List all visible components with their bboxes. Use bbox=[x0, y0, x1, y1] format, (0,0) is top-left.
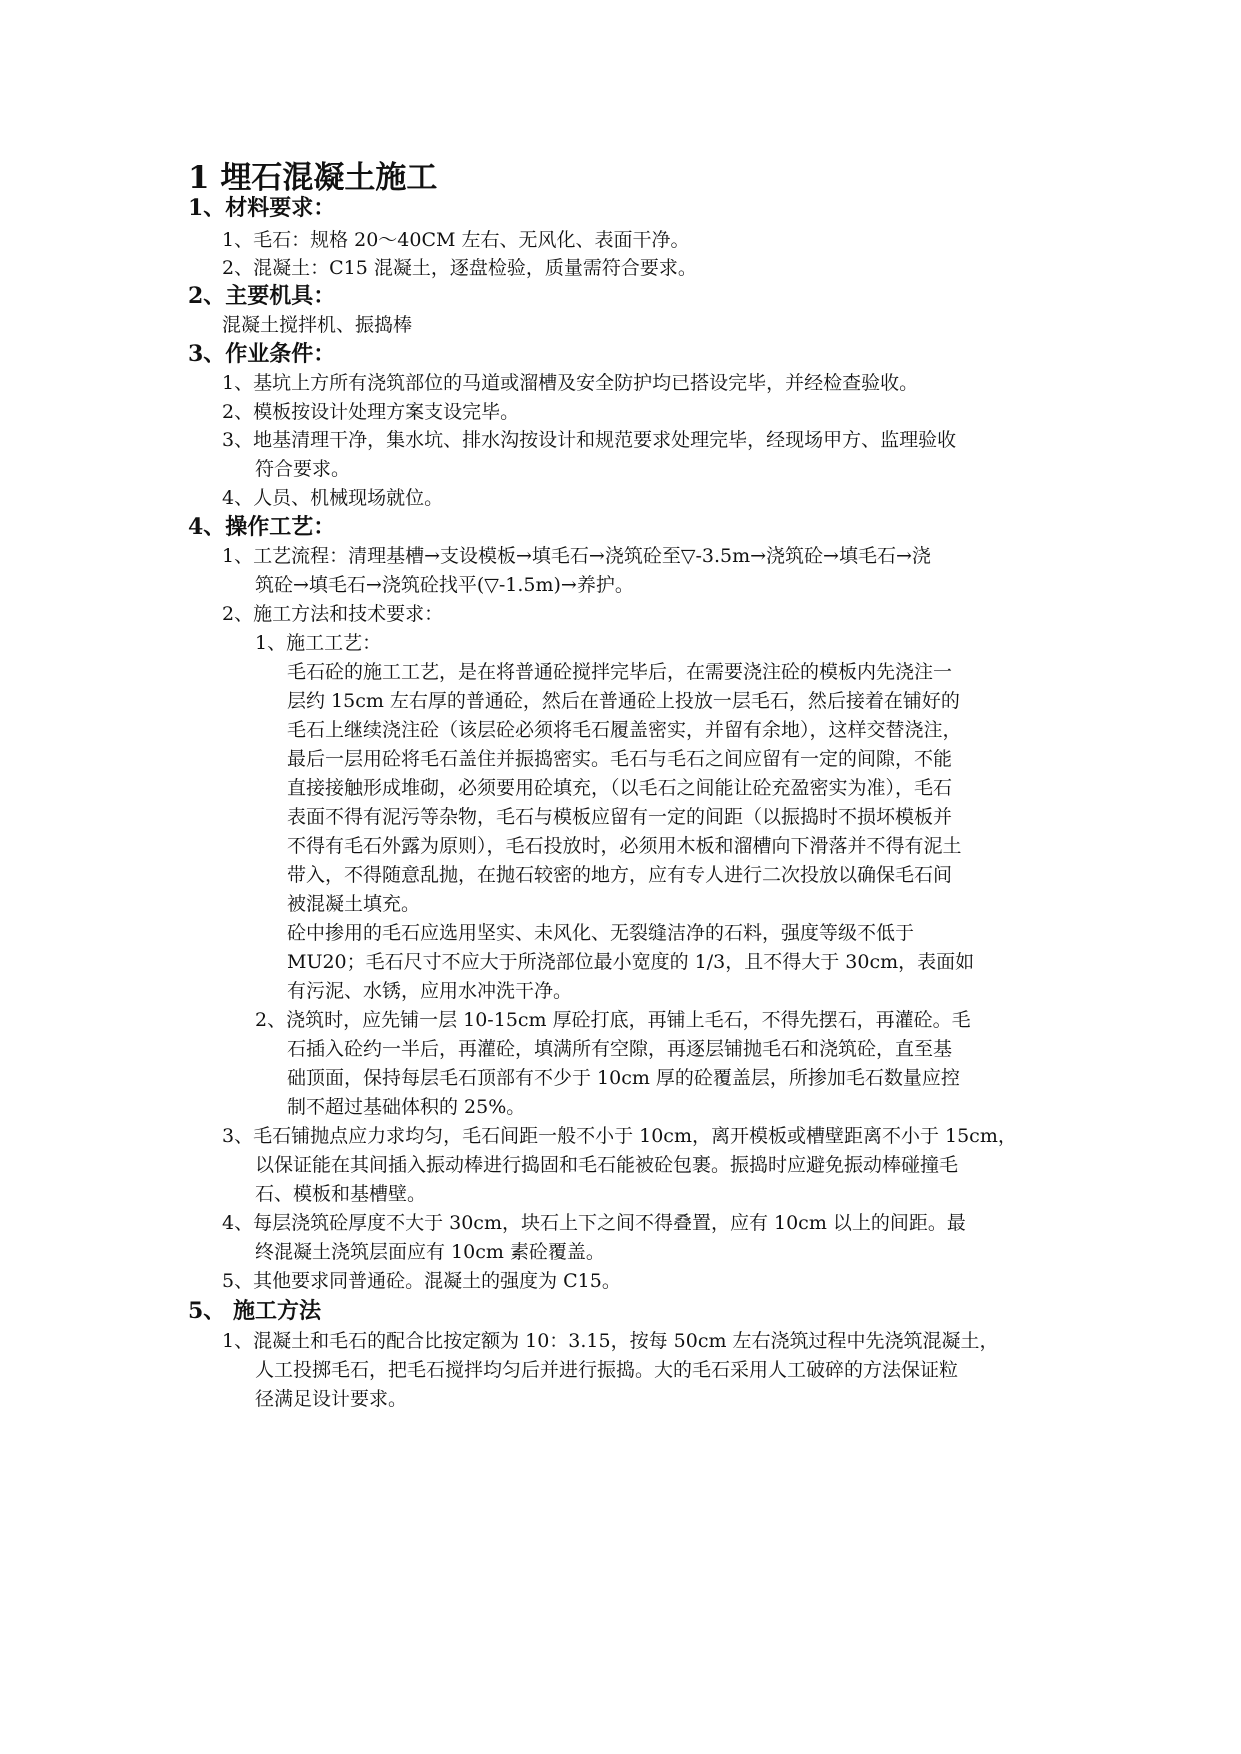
list-item: 1、混凝土和毛石的配合比按定额为 10：3.15，按每 50cm 左右浇筑过程中先浇筑混凝土， bbox=[222, 1330, 999, 1352]
paragraph-line: 毛石上继续浇注砼（该层砼必须将毛石履盖密实，并留有余地），这样交替浇注， bbox=[287, 719, 962, 741]
list-item-continuation: 终混凝土浇筑层面应有 10cm 素砼覆盖。 bbox=[255, 1241, 605, 1263]
paragraph-line: 制不超过基础体积的 25%。 bbox=[287, 1096, 526, 1118]
list-item: 4、每层浇筑砼厚度不大于 30cm，块石上下之间不得叠置，应有 10cm 以上的间距。最 bbox=[222, 1212, 966, 1234]
section-heading-method: 5、 施工方法 bbox=[188, 1298, 321, 1324]
list-item: 1、基坑上方所有浇筑部位的马道或溜槽及安全防护均已搭设完毕，并经检查验收。 bbox=[222, 372, 919, 394]
list-item-continuation: 筑砼→填毛石→浇筑砼找平(▽-1.5m)→养护。 bbox=[255, 574, 634, 596]
sub-list-item: 1、施工工艺： bbox=[255, 632, 382, 654]
paragraph-line: 直接接触形成堆砌，必须要用砼填充，（以毛石之间能让砼充盈密实为准），毛石 bbox=[287, 777, 953, 799]
paragraph-line: 砼中掺用的毛石应选用坚实、未风化、无裂缝洁净的石料，强度等级不低于 bbox=[287, 922, 915, 944]
list-item-continuation: 石、模板和基槽壁。 bbox=[255, 1183, 427, 1205]
list-item: 2、施工方法和技术要求： bbox=[222, 603, 444, 625]
list-item: 1、工艺流程：清理基槽→支设模板→填毛石→浇筑砼至▽-3.5m→浇筑砼→填毛石→浇 bbox=[222, 545, 931, 567]
list-item: 2、模板按设计处理方案支设完毕。 bbox=[222, 401, 520, 423]
section-heading-process: 4、操作工艺： bbox=[188, 514, 336, 540]
paragraph-line: 最后一层用砼将毛石盖住并振捣密实。毛石与毛石之间应留有一定的间隙，不能 bbox=[287, 748, 953, 770]
paragraph-line: 石插入砼约一半后，再灌砼，填满所有空隙，再逐层铺抛毛石和浇筑砼，直至基 bbox=[287, 1038, 953, 1060]
list-item: 5、其他要求同普通砼。混凝土的强度为 C15。 bbox=[222, 1270, 621, 1292]
section-heading-equipment: 2、主要机具： bbox=[188, 283, 336, 309]
paragraph-line: MU20；毛石尺寸不应大于所浇部位最小宽度的 1/3，且不得大于 30cm，表面如 bbox=[287, 951, 975, 973]
list-item: 3、毛石铺抛点应力求均匀，毛石间距一般不小于 10cm，离开模板或槽壁距离不小于 15cm， bbox=[222, 1125, 1017, 1147]
paragraph-line: 被混凝土填充。 bbox=[287, 893, 421, 915]
list-item: 1、毛石：规格 20～40CM 左右、无风化、表面干净。 bbox=[222, 229, 690, 251]
document-title: 1 埋石混凝土施工 bbox=[188, 160, 438, 196]
paragraph: 混凝土搅拌机、振捣棒 bbox=[222, 314, 413, 336]
paragraph-line: 础顶面，保持每层毛石顶部有不少于 10cm 厚的砼覆盖层，所掺加毛石数量应控 bbox=[287, 1067, 960, 1089]
paragraph-line: 带入，不得随意乱抛，在抛石较密的地方，应有专人进行二次投放以确保毛石间 bbox=[287, 864, 953, 886]
list-item: 3、地基清理干净，集水坑、排水沟按设计和规范要求处理完毕，经现场甲方、监理验收 bbox=[222, 429, 957, 451]
paragraph-line: 有污泥、水锈，应用水冲洗干净。 bbox=[287, 980, 573, 1002]
list-item: 4、人员、机械现场就位。 bbox=[222, 487, 444, 509]
list-item-continuation: 径满足设计要求。 bbox=[255, 1388, 408, 1410]
paragraph-line: 不得有毛石外露为原则），毛石投放时，必须用木板和溜槽向下滑落并不得有泥土 bbox=[287, 835, 962, 857]
list-item-continuation: 人工投掷毛石，把毛石搅拌均匀后并进行振捣。大的毛石采用人工破碎的方法保证粒 bbox=[255, 1359, 959, 1381]
list-item-continuation: 以保证能在其间插入振动棒进行捣固和毛石能被砼包裹。振捣时应避免振动棒碰撞毛 bbox=[255, 1154, 959, 1176]
paragraph-line: 表面不得有泥污等杂物，毛石与模板应留有一定的间距（以振捣时不损坏模板并 bbox=[287, 806, 953, 828]
section-heading-materials: 1、材料要求： bbox=[188, 195, 336, 221]
paragraph-line: 毛石砼的施工工艺，是在将普通砼搅拌完毕后，在需要浇注砼的模板内先浇注一 bbox=[287, 661, 953, 683]
sub-list-item: 2、浇筑时，应先铺一层 10-15cm 厚砼打底，再铺上毛石，不得先摆石，再灌砼。毛 bbox=[255, 1009, 971, 1031]
paragraph-line: 层约 15cm 左右厚的普通砼，然后在普通砼上投放一层毛石，然后接着在铺好的 bbox=[287, 690, 960, 712]
list-item-continuation: 符合要求。 bbox=[255, 458, 351, 480]
section-heading-conditions: 3、作业条件： bbox=[188, 341, 336, 367]
list-item: 2、混凝土：C15 混凝土，逐盘检验，质量需符合要求。 bbox=[222, 257, 697, 279]
